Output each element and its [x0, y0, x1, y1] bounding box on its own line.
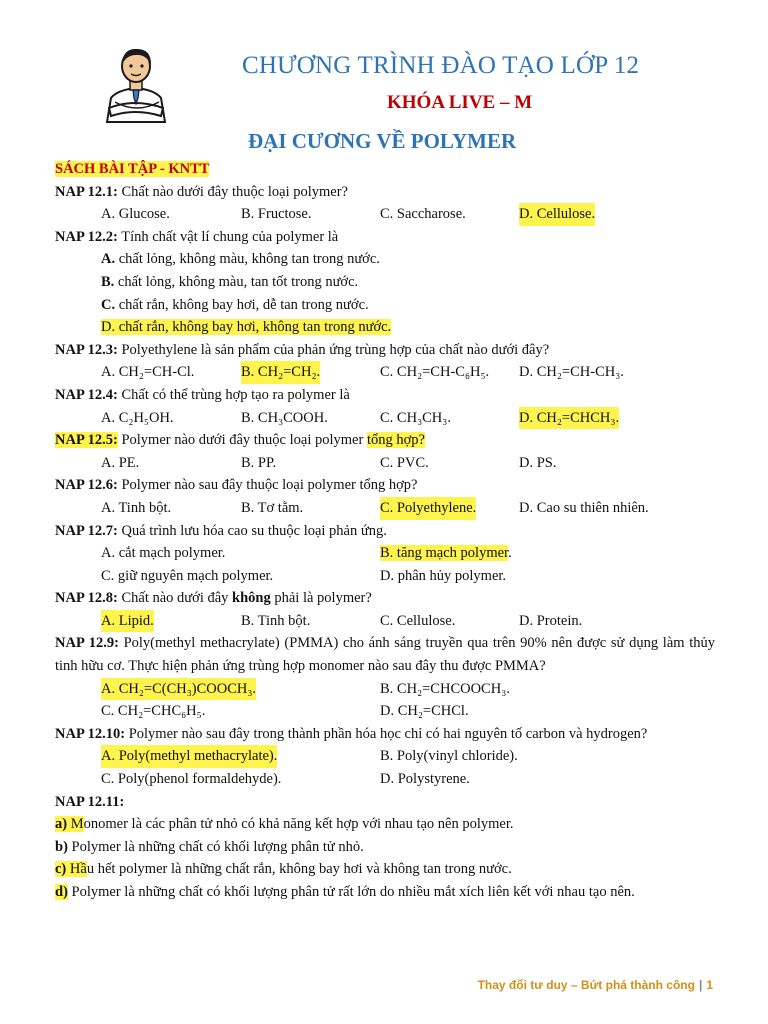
option-c: C. CH₂=CHC₆H₅.	[101, 703, 206, 720]
question-number: NAP 12.8:	[55, 590, 118, 607]
question-6	[55, 474, 715, 497]
question-number: NAP 12.11:	[55, 793, 125, 810]
option-b-answer: B. CH₂=CH₂.	[241, 361, 320, 384]
question-3	[55, 339, 715, 362]
options-1	[55, 203, 715, 226]
option-a-answer: A. Poly(methyl methacrylate).	[101, 745, 277, 768]
option-d-answer: D. Cellulose.	[519, 203, 595, 226]
page-number: 1	[706, 978, 713, 992]
option-c: C. PVC.	[380, 454, 429, 471]
question-text: Polyethylene là sản phẩm của phản ứng trùng hợp của chất nào dưới đây?	[117, 341, 550, 358]
option-a-answer: A. CH₂=C(CH₃)COOCH₃.	[101, 678, 256, 701]
question-text: Polymer nào dưới đây thuộc loại polymer	[117, 432, 367, 449]
question-number: NAP 12.10:	[55, 725, 126, 742]
statement-key: a)	[55, 816, 68, 833]
option-text: chất lỏng, không màu, tan tốt trong nước.	[114, 273, 359, 290]
option-a-answer: A. Lipid.	[101, 610, 154, 633]
option-b: B. Tinh bột.	[241, 612, 311, 629]
option-c: C. Saccharose.	[380, 206, 466, 223]
question-text: Polymer nào sau đây thuộc loại polymer tổng hợp?	[117, 477, 418, 494]
options-4	[55, 407, 715, 430]
page-footer	[478, 978, 713, 992]
option-a: A. Tinh bột.	[101, 499, 172, 516]
option-a: A. PE.	[101, 454, 140, 471]
option-text: chất rắn, không bay hơi, dễ tan trong nước.	[115, 296, 369, 313]
question-text-highlight: tổng hợp?	[366, 432, 425, 449]
question-9	[55, 632, 715, 677]
question-text: Polymer nào sau đây trong thành phần hóa học chỉ có hai nguyên tố carbon và hydrogen?	[125, 725, 648, 742]
option-text: chất lỏng, không màu, không tan trong nước.	[115, 251, 380, 268]
question-11	[55, 791, 715, 814]
option-d: D. Cao su thiên nhiên.	[519, 499, 649, 516]
option-d: D. PS.	[519, 454, 557, 471]
footer-separator: |	[698, 978, 703, 992]
question-text: Quá trình lưu hóa cao su thuộc loại phản ứng.	[117, 522, 387, 539]
option-key: A.	[101, 251, 116, 268]
option-b	[380, 542, 512, 565]
question-number: NAP 12.9:	[55, 635, 119, 652]
options-7-row2	[55, 565, 715, 588]
option-d: D. CH₂=CHCl.	[380, 703, 469, 720]
option-key: B.	[101, 273, 115, 290]
topic-title: ĐẠI CƯƠNG VỀ POLYMER	[248, 129, 517, 153]
question-10	[55, 723, 715, 746]
option-d: D. Protein.	[519, 612, 583, 629]
options-3	[55, 361, 715, 384]
statement-key: d)	[55, 884, 68, 900]
options-10-row2	[55, 768, 715, 791]
question-number: NAP 12.7:	[55, 522, 118, 539]
statement-text: onomer là các phân tử nhỏ có khả năng kết hợp với nhau tạo nên polymer.	[83, 816, 514, 833]
question-text: Tính chất vật lí chung của polymer là	[117, 228, 339, 245]
question-4	[55, 384, 715, 407]
option-b: B. CH₂=CHCOOCH₃.	[380, 680, 510, 697]
question-text: Chất nào dưới đây thuộc loại polymer?	[117, 183, 348, 200]
section-label: SÁCH BÀI TẬP - KNTT	[55, 161, 210, 177]
option-d: D. Polystyrene.	[380, 771, 470, 788]
option-d: D. phân hủy polymer.	[380, 567, 507, 584]
statement-a	[55, 813, 715, 836]
option-d-answer: D. chất rắn, không bay hơi, không tan trong nước.	[101, 319, 392, 336]
option-c	[55, 294, 715, 317]
option-a: A. cắt mạch polymer.	[101, 545, 226, 562]
option-c: C. giữ nguyên mạch polymer.	[101, 567, 274, 584]
question-1	[55, 181, 715, 204]
statement-key: c)	[55, 861, 67, 878]
statement-text: Polymer là những chất có khối lượng phân tử rất lớn do nhiều mắt xích liên kết với nhau tạo nên.	[67, 884, 635, 900]
question-number: NAP 12.2:	[55, 228, 118, 245]
question-5	[55, 429, 715, 452]
course-subtitle: KHÓA LIVE – M	[387, 92, 533, 113]
option-a: A. Glucose.	[101, 206, 170, 223]
statement-highlight: M	[67, 816, 84, 833]
question-number: NAP 12.3:	[55, 341, 118, 358]
question-number: NAP 12.4:	[55, 386, 118, 403]
question-7	[55, 520, 715, 543]
option-b: B. Fructose.	[241, 206, 312, 223]
option-d-answer: D. CH₂=CHCH₃.	[519, 407, 619, 430]
option-c: C. Cellulose.	[380, 612, 456, 629]
question-text: Chất có thể trùng hợp tạo ra polymer là	[117, 386, 350, 403]
footer-slogan: Thay đổi tư duy – Bứt phá thành công	[477, 978, 695, 992]
question-number: NAP 12.6:	[55, 477, 118, 494]
option-b-answer: B. tăng mạch polymer	[380, 545, 509, 562]
options-8	[55, 610, 715, 633]
option-c: C. CH₃CH₃.	[380, 409, 451, 426]
statement-b	[55, 836, 715, 859]
statement-key: b)	[55, 838, 68, 855]
option-key: C.	[101, 296, 116, 313]
option-b	[55, 271, 715, 294]
options-5	[55, 452, 715, 475]
question-text-end: phải là polymer?	[270, 590, 372, 607]
exercise-content	[55, 158, 715, 904]
option-c-answer: C. Polyethylene.	[380, 497, 476, 520]
statement-highlight: Hầ	[66, 861, 87, 878]
statement-text: u hết polymer là những chất rắn, không bay hơi và không tan trong nước.	[86, 861, 512, 878]
question-number: NAP 12.5:	[55, 432, 118, 449]
statement-d	[55, 881, 715, 904]
question-text: Poly(methyl methacrylate) (PMMA) cho ánh sáng truyền qua trên 90% nên được sử dụng làm thủy tinh hữu cơ. Thực hiện phản ứng trùng hợp monomer nào sau đây thu được PMMA?	[55, 635, 715, 675]
statement-text: Polymer là những chất có khối lượng phân tử nhỏ.	[67, 838, 364, 855]
statement-c	[55, 858, 715, 881]
question-number: NAP 12.1:	[55, 183, 118, 200]
option-d	[55, 316, 715, 339]
option-c: C. Poly(phenol formaldehyde).	[101, 771, 282, 788]
option-b-tail: .	[508, 545, 512, 562]
question-8	[55, 587, 715, 610]
option-d: D. CH₂=CH-CH₃.	[519, 364, 624, 381]
option-c: C. CH₂=CH-C₆H₅.	[380, 364, 490, 381]
options-9-row2	[55, 700, 715, 723]
options-9-row1	[55, 678, 715, 701]
question-text: Chất nào dưới đây	[117, 590, 233, 607]
teacher-avatar-icon	[95, 42, 177, 124]
option-b: B. Tơ tằm.	[241, 499, 304, 516]
page-title: CHƯƠNG TRÌNH ĐÀO TẠO LỚP 12	[242, 52, 640, 79]
option-b: B. CH₃COOH.	[241, 409, 328, 426]
question-text-bold: không	[232, 590, 271, 607]
option-b: B. PP.	[241, 454, 277, 471]
option-a: A. CH₂=CH-Cl.	[101, 364, 195, 381]
option-b: B. Poly(vinyl chloride).	[380, 748, 518, 765]
question-2	[55, 226, 715, 249]
options-10-row1	[55, 745, 715, 768]
option-a: A. C₂H₅OH.	[101, 409, 174, 426]
options-6	[55, 497, 715, 520]
options-7-row1	[55, 542, 715, 565]
option-a	[55, 248, 715, 271]
